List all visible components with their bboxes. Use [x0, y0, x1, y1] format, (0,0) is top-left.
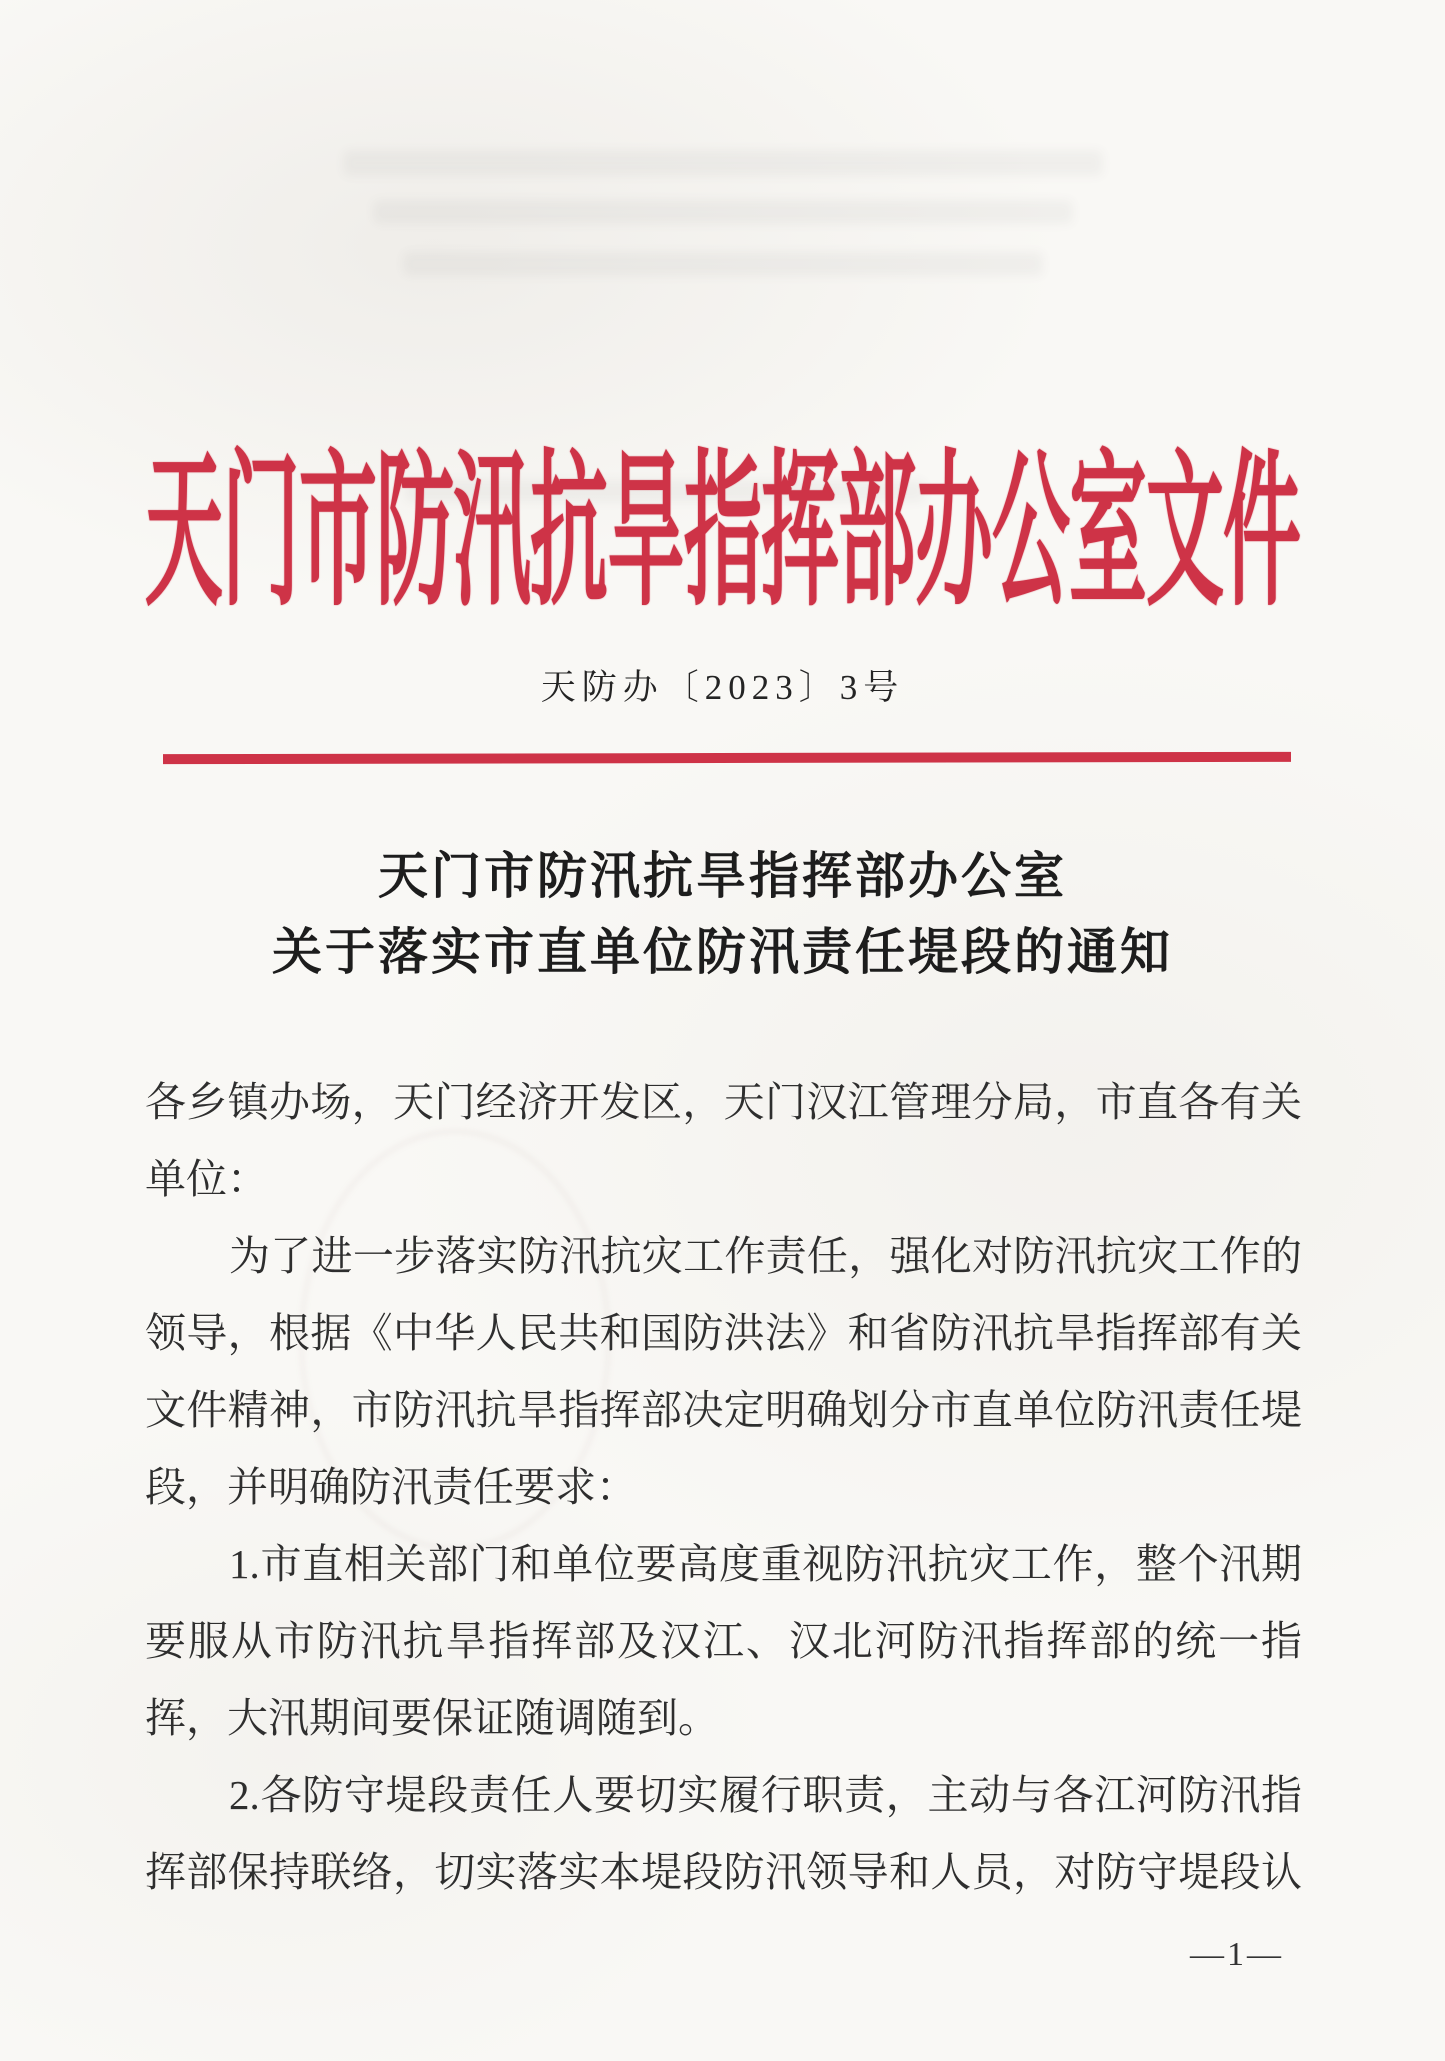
- body-line: 领导，根据《中华人民共和国防洪法》和省防汛抗旱指挥部有关: [145, 1310, 1302, 1356]
- body-line: 2.各防守堤段责任人要切实履行职责，主动与各江河防汛指: [229, 1772, 1302, 1818]
- document-number: 天防办〔2023〕3号: [540, 668, 905, 707]
- document-title: [0, 838, 1445, 990]
- document-title-line2: 关于落实市直单位防汛责任堤段的通知: [272, 924, 1173, 980]
- page-number: —1—: [1190, 1936, 1284, 1973]
- bleed-through-artifact: [343, 150, 1103, 176]
- body-line: 要服从市防汛抗旱指挥部及汉江、汉北河防汛指挥部的统一指: [145, 1618, 1302, 1664]
- body-line: 为了进一步落实防汛抗灾工作责任，强化对防汛抗灾工作的: [229, 1233, 1302, 1279]
- red-separator-rule: [163, 752, 1291, 764]
- bleed-through-artifact: [403, 252, 1043, 276]
- body-line: 挥部保持联络，切实落实本堤段防汛领导和人员，对防守堤段认: [145, 1849, 1302, 1895]
- letterhead-org-title-text: 天门市防汛抗旱指挥部办公室文件: [144, 438, 1300, 626]
- body-line: 文件精神，市防汛抗旱指挥部决定明确划分市直单位防汛责任堤: [145, 1387, 1302, 1433]
- document-title-line1: 天门市防汛抗旱指挥部办公室: [378, 848, 1067, 904]
- body-line: 挥，大汛期间要保证随调随到。: [145, 1695, 719, 1741]
- document-body: [145, 1064, 1302, 1911]
- body-line: 单位：: [145, 1156, 268, 1202]
- body-line: 段，并明确防汛责任要求：: [145, 1464, 637, 1510]
- letterhead-org-title: [0, 398, 1445, 626]
- body-line: 各乡镇办场，天门经济开发区，天门汉江管理分局，市直各有关: [145, 1079, 1302, 1125]
- body-line: 1.市直相关部门和单位要高度重视防汛抗灾工作，整个汛期: [229, 1541, 1302, 1587]
- bleed-through-artifact: [373, 200, 1073, 224]
